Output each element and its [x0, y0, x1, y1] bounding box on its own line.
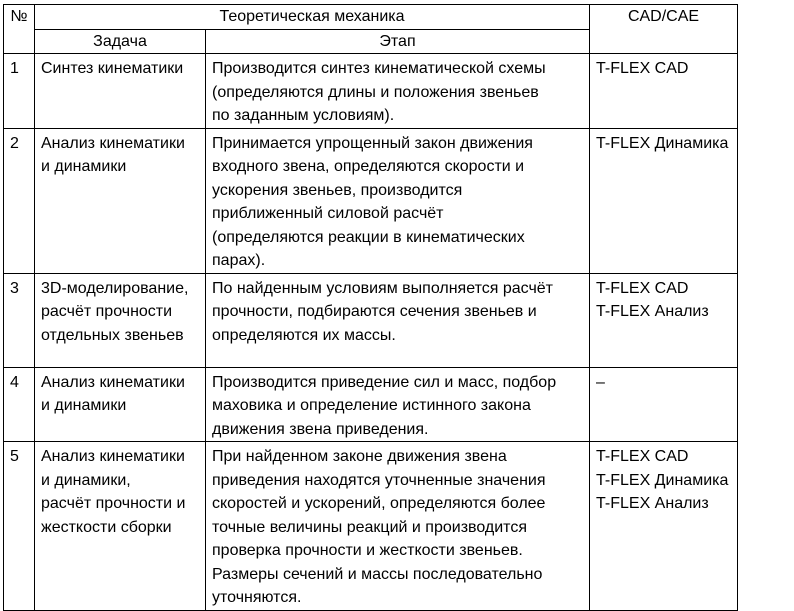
row-stage: Производится синтез кинематической схемы (определяются длины и положения звеньев по заданным условиям).	[206, 54, 590, 129]
header-stage: Этап	[206, 29, 590, 54]
table-row	[4, 442, 738, 611]
table-row	[4, 54, 738, 129]
row-cad: –	[590, 367, 738, 442]
row-task: Анализ кинематики и динамики	[35, 367, 206, 442]
row-num: 1	[4, 54, 35, 129]
row-num: 2	[4, 128, 35, 273]
header-num: №	[4, 5, 35, 54]
table-row	[4, 367, 738, 442]
header-row-top	[4, 5, 738, 30]
table-row	[4, 128, 738, 273]
header-task: Задача	[35, 29, 206, 54]
row-cad: T-FLEX CAD T-FLEX Динамика T-FLEX Анализ	[590, 442, 738, 611]
row-cad: T-FLEX CAD	[590, 54, 738, 129]
row-num: 4	[4, 367, 35, 442]
row-stage: Принимается упрощенный закон движения входного звена, определяются скорости и ускорения звеньев, производится приближенный силовой расчёт (определяются реакции в кинематических парах).	[206, 128, 590, 273]
table-row	[4, 273, 738, 367]
row-cad: T-FLEX Динамика	[590, 128, 738, 273]
row-task: Анализ кинематики и динамики, расчёт прочности и жесткости сборки	[35, 442, 206, 611]
row-stage: При найденном законе движения звена приведения находятся уточненные значения скоростей и ускорений, определяются более точные величины реакций и производится проверка прочности и жесткости звеньев. Размеры сечений и массы последовательно уточняются.	[206, 442, 590, 611]
row-cad: T-FLEX CAD T-FLEX Анализ	[590, 273, 738, 367]
row-stage: По найденным условиям выполняется расчёт прочности, подбираются сечения звеньев и определяются их массы.	[206, 273, 590, 367]
header-cad: CAD/CAE	[590, 5, 738, 54]
row-task: Анализ кинематики и динамики	[35, 128, 206, 273]
row-stage: Производится приведение сил и масс, подбор маховика и определение истинного закона движения звена приведения.	[206, 367, 590, 442]
row-num: 3	[4, 273, 35, 367]
row-num: 5	[4, 442, 35, 611]
header-group: Теоретическая механика	[35, 5, 590, 30]
row-task: 3D-моделирование, расчёт прочности отдельных звеньев	[35, 273, 206, 367]
mechanics-table	[3, 4, 738, 611]
row-task: Синтез кинематики	[35, 54, 206, 129]
